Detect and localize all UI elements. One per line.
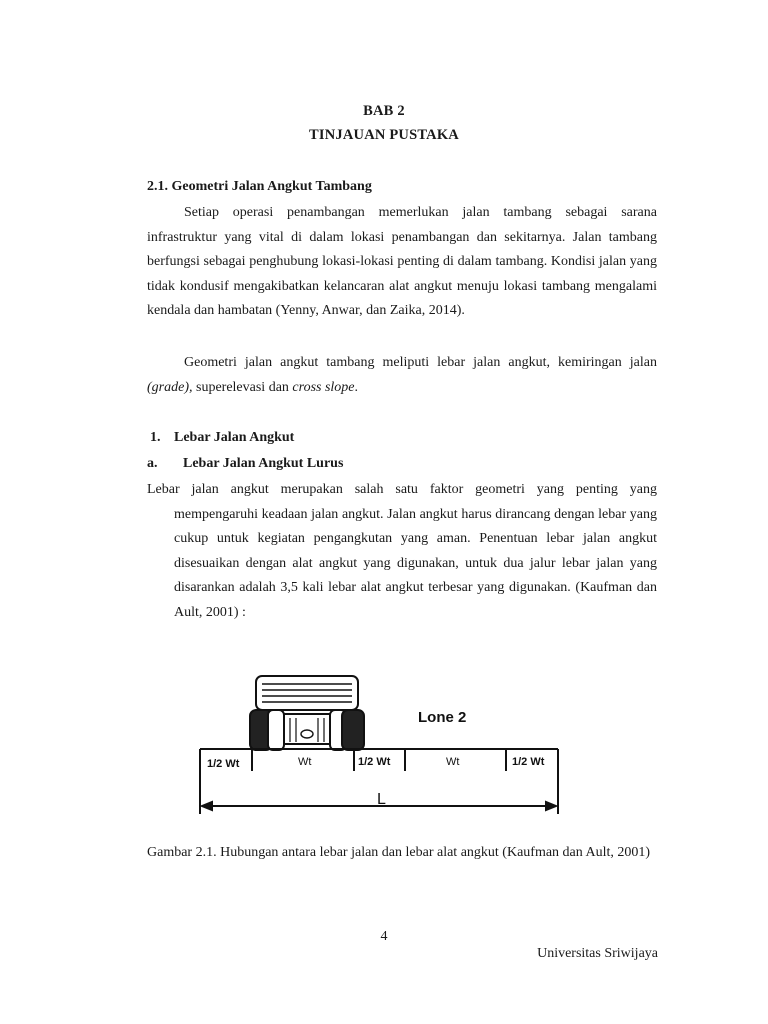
- paragraph-2-italic-grade: (grade),: [147, 379, 193, 395]
- chapter-title: TINJAUAN PUSTAKA: [309, 127, 459, 143]
- haul-truck-icon: [250, 676, 364, 750]
- segment-label-5: 1/2 Wt: [512, 756, 545, 768]
- segment-label-4: Wt: [446, 756, 460, 768]
- figure-caption: Gambar 2.1. Hubungan antara lebar jalan dan lebar alat angkut (Kaufman dan Ault, 2001): [147, 845, 651, 860]
- segment-label-3: 1/2 Wt: [358, 756, 391, 768]
- paragraph-2-text-b: superelevasi dan: [192, 379, 293, 395]
- segment-label-2: Wt: [298, 756, 312, 768]
- chapter-number: BAB 2: [363, 103, 405, 119]
- subheading-1-number: 1.: [150, 430, 161, 445]
- road-width-diagram: [190, 664, 580, 824]
- paragraph-3: Lebar jalan angkut merupakan salah satu faktor geometri yang penting yang mempengaruhi keadaan jalan angkut. Jalan angkut harus dirancang dengan lebar yang cukup untuk kegiatan pengangkutan yang aman. Penentuan lebar jalan angkut disesuaikan dengan alat angkut yang digunakan, untuk dua jalur lebar jalan yang disarankan adalah 3,5 kali lebar alat angkut terbesar yang digunakan. (Kaufman dan Ault, 2001) :: [147, 482, 657, 620]
- paragraph-1: Setiap operasi penambangan memerlukan jalan tambang sebagai sarana infrastruktur yang vital di dalam lokasi penambangan dan sekitarnya. Jalan tambang berfungsi sebagai penghubung lokasi-lokasi penting di dalam tambang. Kondisi jalan yang tidak kondusif mengakibatkan kelancaran alat angkut menuju lokasi tambang mengalami kendala dan hambatan (Yenny, Anwar, dan Zaika, 2014).: [147, 205, 657, 319]
- section-heading: 2.1. Geometri Jalan Angkut Tambang: [147, 179, 372, 194]
- paragraph-2-text-c: .: [354, 379, 359, 395]
- lane-label: Lone 2: [418, 709, 467, 726]
- segment-label-1: 1/2 Wt: [207, 758, 240, 770]
- paragraph-2-text-a: Geometri jalan angkut tambang meliputi lebar jalan angkut, kemiringan jalan: [184, 355, 657, 370]
- road-width-figure: [190, 664, 580, 824]
- subheading-1-text: Lebar Jalan Angkut: [174, 430, 295, 445]
- page-number: 4: [380, 929, 388, 944]
- paragraph-2: [147, 351, 657, 400]
- subheading-2-text: Lebar Jalan Angkut Lurus: [183, 456, 344, 471]
- paragraph-2-italic-cross-slope: cross slope: [292, 379, 355, 395]
- subheading-2-number: a.: [147, 456, 158, 471]
- footer-university: Universitas Sriwijaya: [537, 946, 658, 961]
- total-width-label: L: [377, 791, 386, 808]
